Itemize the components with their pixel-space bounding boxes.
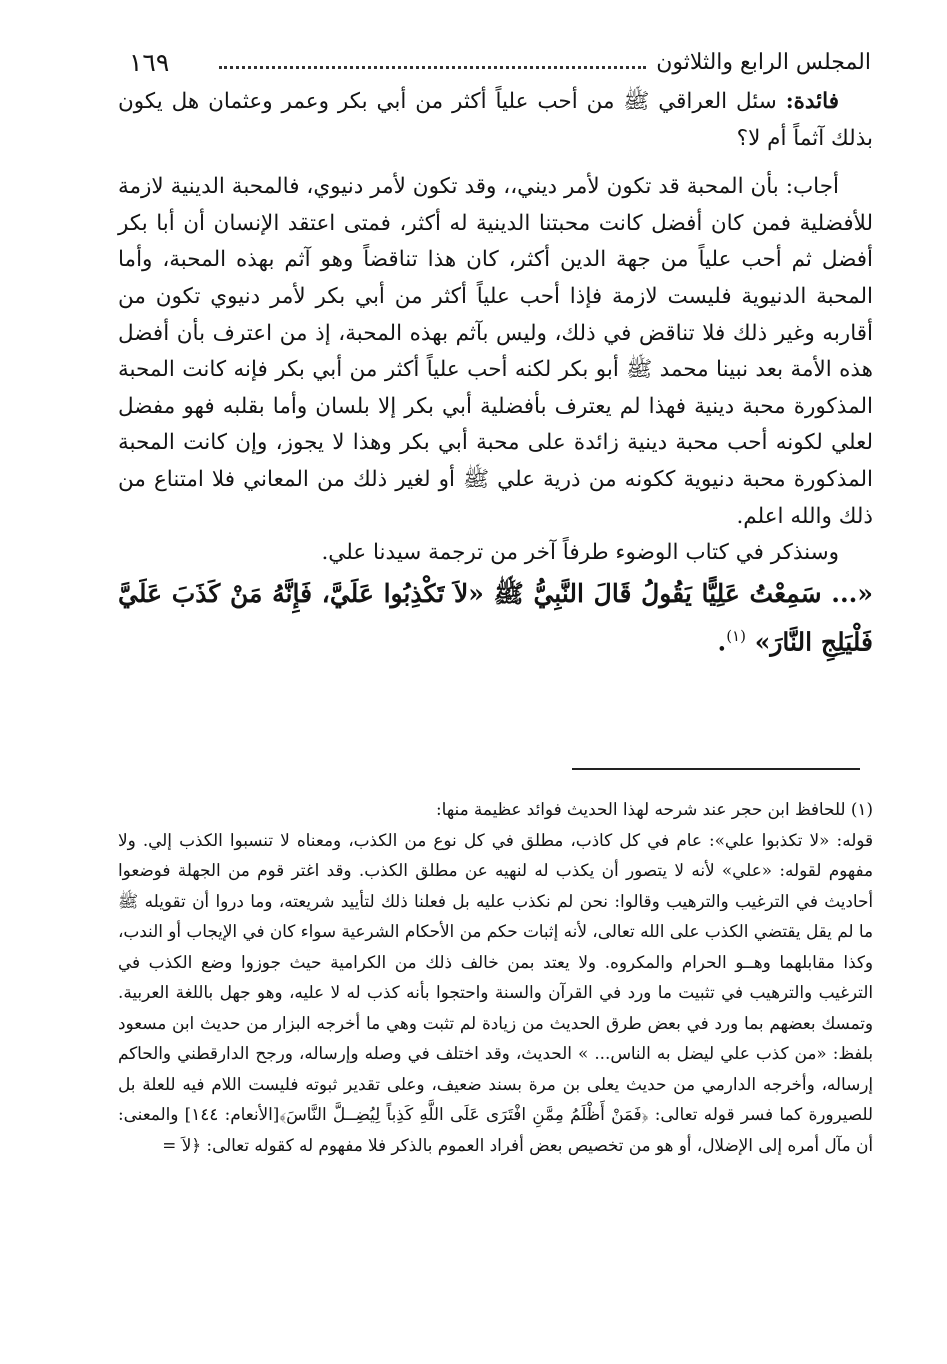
faida-label: فائدة:: [785, 89, 839, 114]
footnote-marker: (١): [726, 626, 746, 645]
footnote-separator: [572, 768, 860, 770]
hadith-end: .: [717, 627, 727, 657]
footnote-1-body: قوله: «لا تكذبوا علي»: عام في كل كاذب، مطلق في كل نوع من الكذب، ومعناه لا تنسبوا الكذب إلي. ولا مفهوم لقوله: «علي» لأنه لا يتصور أن يكذب له لنهيه عن مطلق الكذب. وقد اغتر قوم من الجهلة فوضعوا أحاديث في الترغيب والترهيب وقالوا: نحن لم نكذب عليه بل فعلنا ذلك لتأييد شريعته، وما دروا أن تقويله ﷺ ما لم يقل يقتضي الكذب على الله تعالى، لأنه إثبات حكم من الأحكام الشرعية سواء كان في الإيجاب أو الندب، وكذا مقابلهما وهــو الحرام والمكروه. ولا يعتد بمن خالف ذلك من الكرامية حيث جوزوا وضع الكذب في الترغيب والترهيب في تثبيت ما ورد في القرآن والسنة واحتجوا بأنه كذب له لا عليه، وهو جهل باللغة العربية. وتمسك بعضهم بما ورد في بعض طرق الحديث من زيادة لم تثبت وهي ما أخرجه البزار من حديث ابن مسعود بلفظ: «من كذب علي ليضل به الناس... » الحديث، وقد اختلف في وصله وإرساله، ورجح الدارقطني والحاكم إرساله، وأخرجه الدارمي من حديث يعلى بن مرة بسند ضعيف، وعلى تقدير ثبوته فليست اللام فيه للعلة بل للصيرورة كما فسر قوله تعالى: ﴿فَمَنْ أَظْلَمُ مِمَّنِ افْتَرَى عَلَى اللَّهِ كَذِباً لِيُضِــلَّ النَّاسَ﴾[الأنعام: ١٤٤] والمعنى: أن مآل أمره إلى الإضلال، أو هو من تخصيص بعض أفراد العموم بالذكر فلا مفهوم له كقوله تعالى: ﴿لاَ =: [118, 829, 873, 1155]
answer-paragraph: أجاب: بأن المحبة قد تكون لأمر ديني،، وقد تكون لأمر دنيوي، فالمحبة الدينية لازمة للأفضلية فمن كان أفضل كانت محبتنا الدينية له أكثر، فمتى اعتقد الإنسان أن أبا بكر أفضل ثم أحب علياً من جهة الدين أكثر، كان هذا تناقضاً وهو آثم بهذه المحبة، وأما المحبة الدنيوية فليست لازمة فإذا أحب علياً أكثر من أبي بكر لأمر دنيوي تكون من أقاربه وغير ذلك فلا تناقض في ذلك، وليس بآثم بهذه المحبة، إذ من اعترف بأن أفضل هذه الأمة بعد نبينا محمد ﷺ أبو بكر لكنه أحب علياً أكثر من أبي بكر فإنه كانت المحبة المذكورة محبة دينية فهذا لم يعترف بأفضلية أبي بكر إلا بلسان وأما بقلبه فهو مفضل لعلي لكونه أحب محبة دينية زائدة على محبة أبي بكر وهذا لا يجوز، وإن كانت المحبة المذكورة محبة دنيوية ككونه من ذرية علي ﷺ أو لغير ذلك من المعاني فلا امتناع من ذلك والله اعلم.: [118, 174, 873, 529]
hadith-quote: [118, 572, 873, 663]
main-text: [118, 84, 873, 663]
faida-text: سئل العراقي ﷺ من أحب علياً أكثر من أبي بكر وعمر وعثمان هل يكون بذلك آثماً أم لا؟: [118, 89, 873, 151]
running-title: المجلس الرابع والثلاثون: [656, 49, 871, 75]
hadith-text: «... سَمِعْتُ عَلِيًّا يَقُولُ قَالَ النَّبِيُّ ﷺ «لاَ تَكْذِبُوا عَلَيَّ، فَإِنَّهُ مَنْ كَذَبَ عَلَيَّ فَلْيَلِجِ النَّارَ»: [118, 578, 873, 657]
page-number: ١٦٩: [129, 47, 170, 77]
page-header: [125, 40, 873, 84]
footnote-1-intro: (١) للحافظ ابن حجر عند شرحه لهذا الحديث فوائد عظيمة منها:: [436, 799, 873, 819]
footnotes: [118, 794, 873, 1160]
note-paragraph: وسنذكر في كتاب الوضوء طرفاً آخر من ترجمة سيدنا علي.: [321, 540, 839, 566]
faida-paragraph: [118, 84, 873, 157]
header-dotted-leader: [219, 66, 646, 69]
